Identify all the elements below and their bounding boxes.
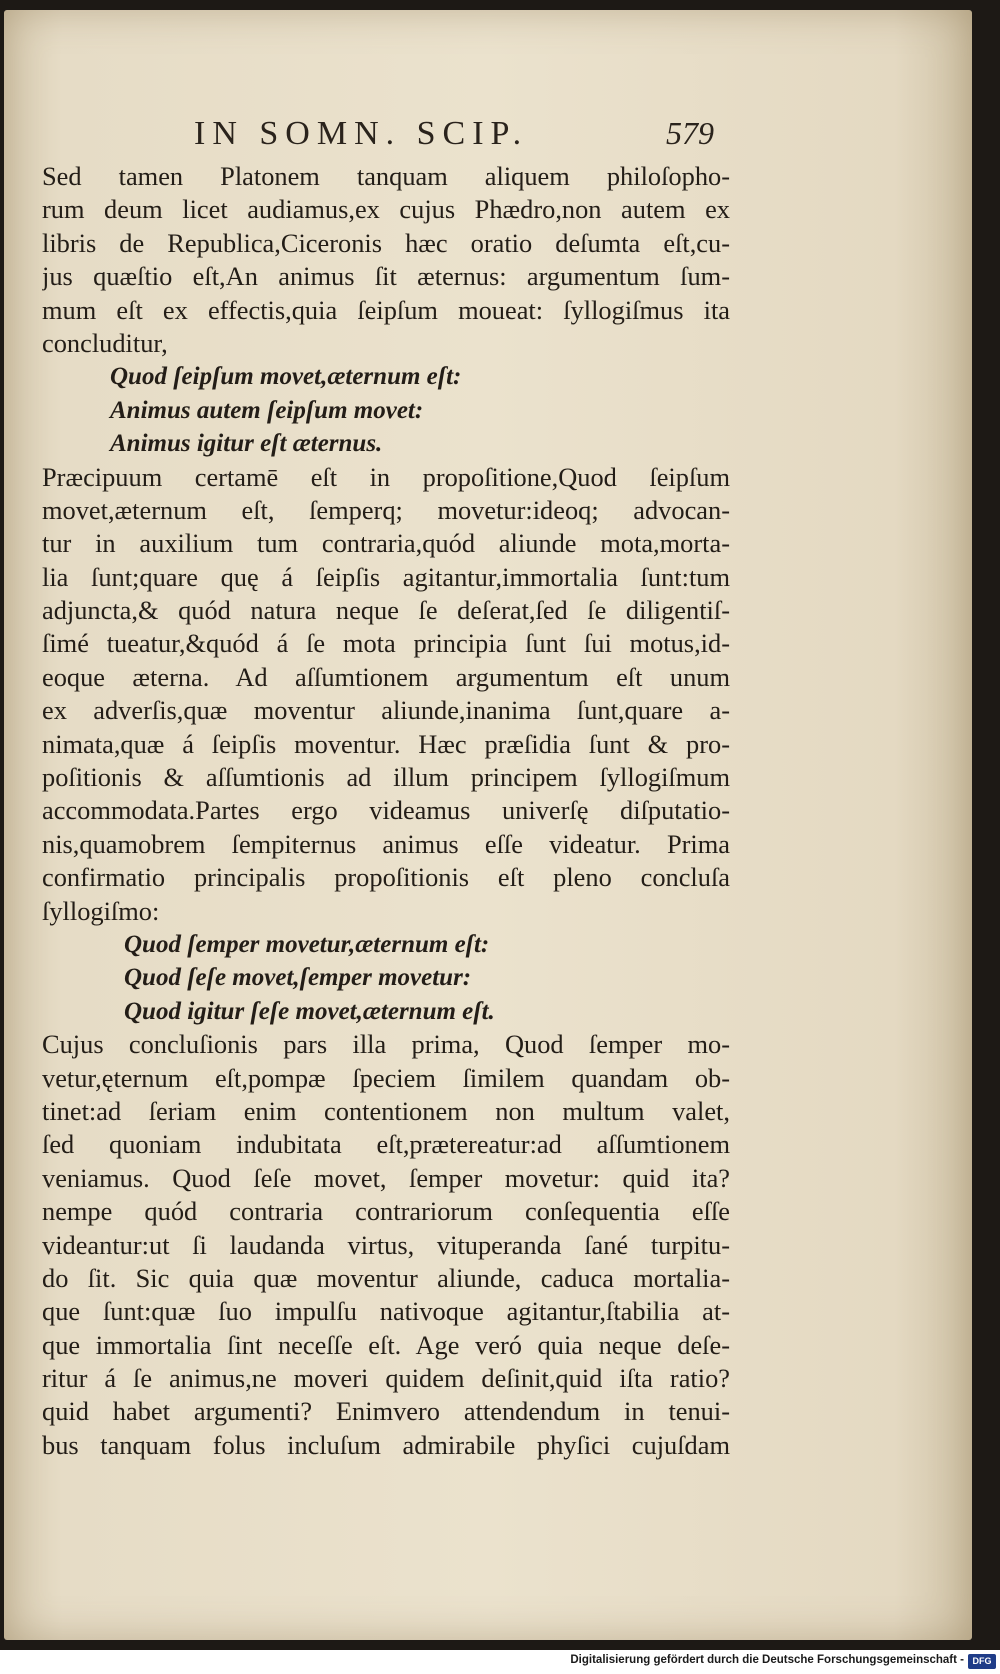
text-line: movet,æternum eſt, ſemperq; movetur:ideoq; advocan- [42,494,730,525]
text-line: eoque æterna. Ad aſſumtionem argumentum eſt unum [42,661,730,692]
text-line: Cujus concluſionis pars illa prima, Quod ſemper mo- [42,1029,730,1060]
text-line: vetur,ęternum eſt,pompæ ſpeciem ſimilem quandam ob- [42,1062,730,1093]
page-number: 579 [666,115,714,151]
syllogism-line: Animus igitur eſt æternus. [110,430,383,458]
syllogism-line: Quod ſeſe movet,ſemper movetur: [124,964,472,992]
syllogism-line: Quod igitur ſeſe movet,æternum eſt. [124,997,495,1025]
text-line: concluditur, [42,327,168,358]
text-line: ritur á ſe animus,ne moveri quidem deſinit,quid iſta ratio? [42,1363,730,1394]
text-line: tinet:ad ſeriam enim contentionem non multum valet, [42,1095,730,1126]
text-line: jus quæſtio eſt,An animus ſit æternus: argumentum ſum- [42,261,730,292]
text-line: confirmatio principalis propoſitionis eſt pleno concluſa [42,862,730,893]
text-line: que ſunt:quæ ſuo impulſu nativoque agitantur,ſtabilia at- [42,1296,730,1327]
footer-bar [0,1650,1000,1674]
text-line: Sed tamen Platonem tanquam aliquem philoſopho- [42,161,730,191]
text-line: adjuncta,& quód natura neque ſe deſerat,ſed ſe diligentiſ- [42,595,730,626]
text-line: nimata,quæ á ſeipſis moventur. Hæc præſidia ſunt & pro- [42,728,730,759]
text-line: tur in auxilium tum contraria,quód aliunde mota,morta- [42,528,730,559]
text-line: veniamus. Quod ſeſe movet, ſemper movetur: quid ita? [42,1162,730,1193]
page-header [194,115,714,155]
text-line: quid habet argumenti? Enimvero attendendum in tenui- [42,1396,730,1427]
running-title: IN SOMN. SCIP. [194,115,529,152]
text-block [42,160,730,1462]
book-page [4,10,972,1640]
text-line: Præcipuum certamē eſt in propoſitione,Quod ſeipſum [42,461,730,492]
text-line: lia ſunt;quare quę á ſeipſis agitantur,immortalia ſunt:tum [42,561,730,592]
text-line: nis,quamobrem ſempiternus animus eſſe videatur. Prima [42,828,730,859]
text-line: rum deum licet audiamus,ex cujus Phædro,non autem ex [42,194,730,225]
syllogism-line: Quod ſemper movetur,æternum eſt: [124,930,490,958]
text-line: nempe quód contraria contrariorum conſequentia eſſe [42,1196,730,1227]
dfg-logo-icon: DFG [968,1654,996,1669]
syllogism-line: Quod ſeipſum movet,æternum eſt: [110,363,462,391]
text-line: ſed quoniam indubitata eſt,prætereatur:ad aſſumtionem [42,1129,730,1160]
text-line: do ſit. Sic quia quæ moventur aliunde, caduca mortalia- [42,1262,730,1293]
text-line: libris de Republica,Ciceronis hæc oratio deſumta eſt,cu- [42,227,730,258]
text-line: poſitionis & aſſumtionis ad illum principem ſyllogiſmum [42,762,730,793]
text-line: ſyllogiſmo: [42,895,160,926]
text-line: que immortalia ſint neceſſe eſt. Age veró quia neque deſe- [42,1329,730,1360]
text-line: accommodata.Partes ergo videamus univerſę diſputatio- [42,795,730,826]
dfg-credit: Digitalisierung gefördert durch die Deutsche Forschungsgemeinschaft - [570,1654,964,1666]
text-line: ſimé tueatur,&quód á ſe mota principia ſunt ſui motus,id- [42,628,730,659]
text-line: videantur:ut ſi laudanda virtus, vituperanda ſané turpitu- [42,1229,730,1260]
text-line: mum eſt ex effectis,quia ſeipſum moueat: ſyllogiſmus ita [42,294,730,325]
syllogism-line: Animus autem ſeipſum movet: [110,396,424,424]
text-line: ex adverſis,quæ moventur aliunde,inanima ſunt,quare a- [42,695,730,726]
text-line: bus tanquam folus incluſum admirabile phyſici cujuſdam [42,1429,730,1460]
